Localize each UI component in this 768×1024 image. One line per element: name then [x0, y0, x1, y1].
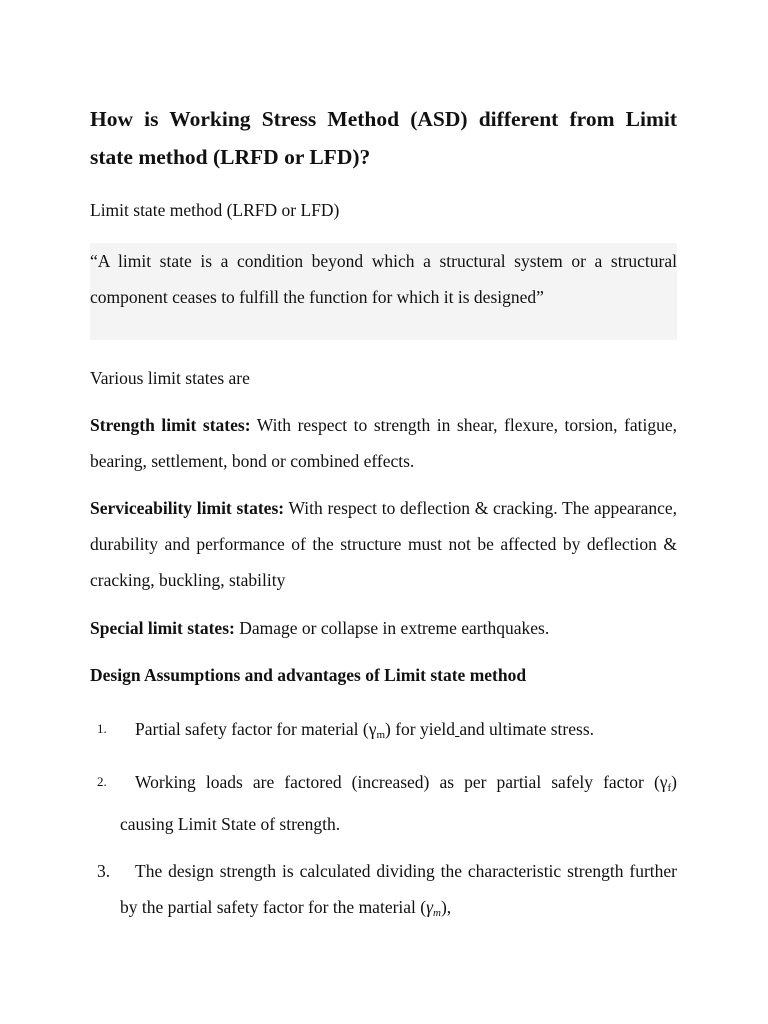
serviceability-text: With respect to deflection & cracking. The appearance, durability and performance of the structure must not be affected by deflection & cracking, buckling, stability — [90, 498, 677, 590]
strength-label: Strength limit states: — [90, 415, 251, 435]
serviceability-limit-states — [90, 490, 677, 598]
list-item-2-text: Working loads are factored (increased) as per partial safely factor $(\gamma_f)$ causing Limit State of strength. — [120, 772, 677, 834]
subheading: Limit state method (LRFD or LFD) — [90, 200, 340, 220]
quote-text: “A limit state is a condition beyond which a structural system or a structural component ceases to fulfill the function for which it is designed” — [90, 251, 677, 307]
page-title: How is Working Stress Method (ASD) different from Limit state method (LRFD or LFD)? — [90, 107, 677, 169]
special-label: Special limit states: — [90, 618, 235, 638]
special-limit-states — [90, 610, 677, 646]
strength-text: With respect to strength in shear, flexure, torsion, fatigue, bearing, settlement, bond or combined effects. — [90, 415, 678, 471]
strength-limit-states — [90, 407, 677, 479]
definition-quote — [90, 243, 677, 340]
section-heading: Design Assumptions and advantages of Limit state method — [90, 665, 527, 685]
list-item-1-text: Partial safety factor for material $(\gamma_m)$ for yield and ultimate stress. — [135, 719, 595, 741]
list-item-3 — [90, 853, 677, 931]
serviceability-label: Serviceability limit states: — [90, 498, 285, 518]
special-text: Damage or collapse in extreme earthquakes. — [234, 618, 550, 638]
list-number-3: 3. — [97, 861, 111, 881]
list-number-2: 2. — [97, 774, 107, 789]
list-item-1 — [90, 711, 677, 753]
list-item-3-text: The design strength is calculated dividing the characteristic strength further by the partial safety factor for the material $(\gamma_m)$, — [120, 861, 677, 919]
intro-text: Various limit states are — [90, 368, 250, 388]
list-item-2 — [90, 764, 677, 842]
list-number-1: 1. — [97, 721, 107, 736]
